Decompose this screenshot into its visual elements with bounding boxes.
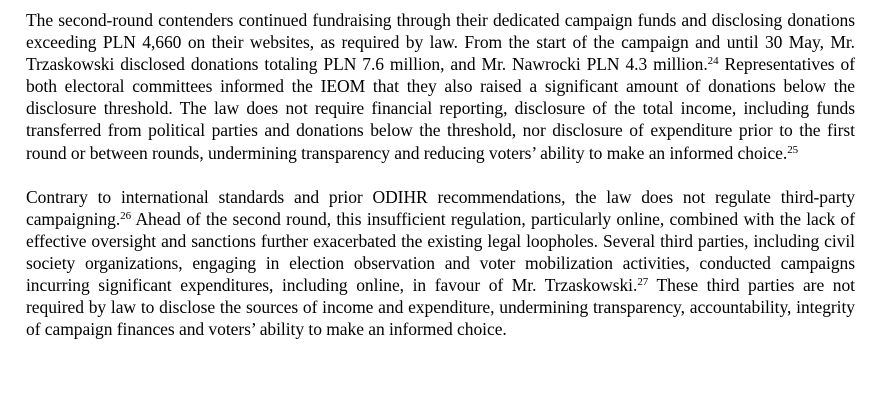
text-segment: Representatives of both electoral committees informed the IEOM that they also raised a significant amount of donations below the disclosure threshold. The law does not require financial reporting, disclosure of the total income, including funds transferred from political parties and donations below the threshold, nor disclosure of expenditure prior to the first round or between rounds, undermining transparency and reducing voters’ ability to make an informed choice. — [26, 54, 855, 163]
footnote-marker[interactable]: 25 — [787, 143, 799, 156]
paragraph-campaign-finance — [26, 9, 855, 164]
footnote-marker[interactable]: 24 — [707, 55, 719, 68]
text-segment: Contrary to international standards and prior ODIHR recommendations, the law does not regulate third-party campaigning. — [26, 186, 855, 229]
text-segment: The second-round contenders continued fundraising through their dedicated campaign funds and disclosing donations exceeding PLN 4,660 on their websites, as required by law. From the start of the campaign and until 30 May, Mr. Trzaskowski disclosed donations totaling PLN 7.6 million, and Mr. Nawrocki PLN 4.3 million. — [26, 10, 855, 75]
footnote-marker[interactable]: 27 — [637, 276, 649, 289]
paragraph-third-party-campaigning — [26, 186, 855, 341]
text-segment: Ahead of the second round, this insufficient regulation, particularly online, combined with the lack of effective oversight and sanctions further exacerbated the existing legal loopholes. Several third parties, including civil society organizations, engaging in election observation and voter mobilization activities, conducted campaigns incurring significant expenditures, including online, in favour of Mr. Trzaskowski. — [26, 208, 855, 296]
text-segment: These third parties are not required by law to disclose the sources of income and expenditure, undermining transparency, accountability, integrity of campaign finances and voters’ ability to make an informed choice. — [26, 275, 855, 340]
footnote-marker[interactable]: 26 — [120, 209, 132, 222]
